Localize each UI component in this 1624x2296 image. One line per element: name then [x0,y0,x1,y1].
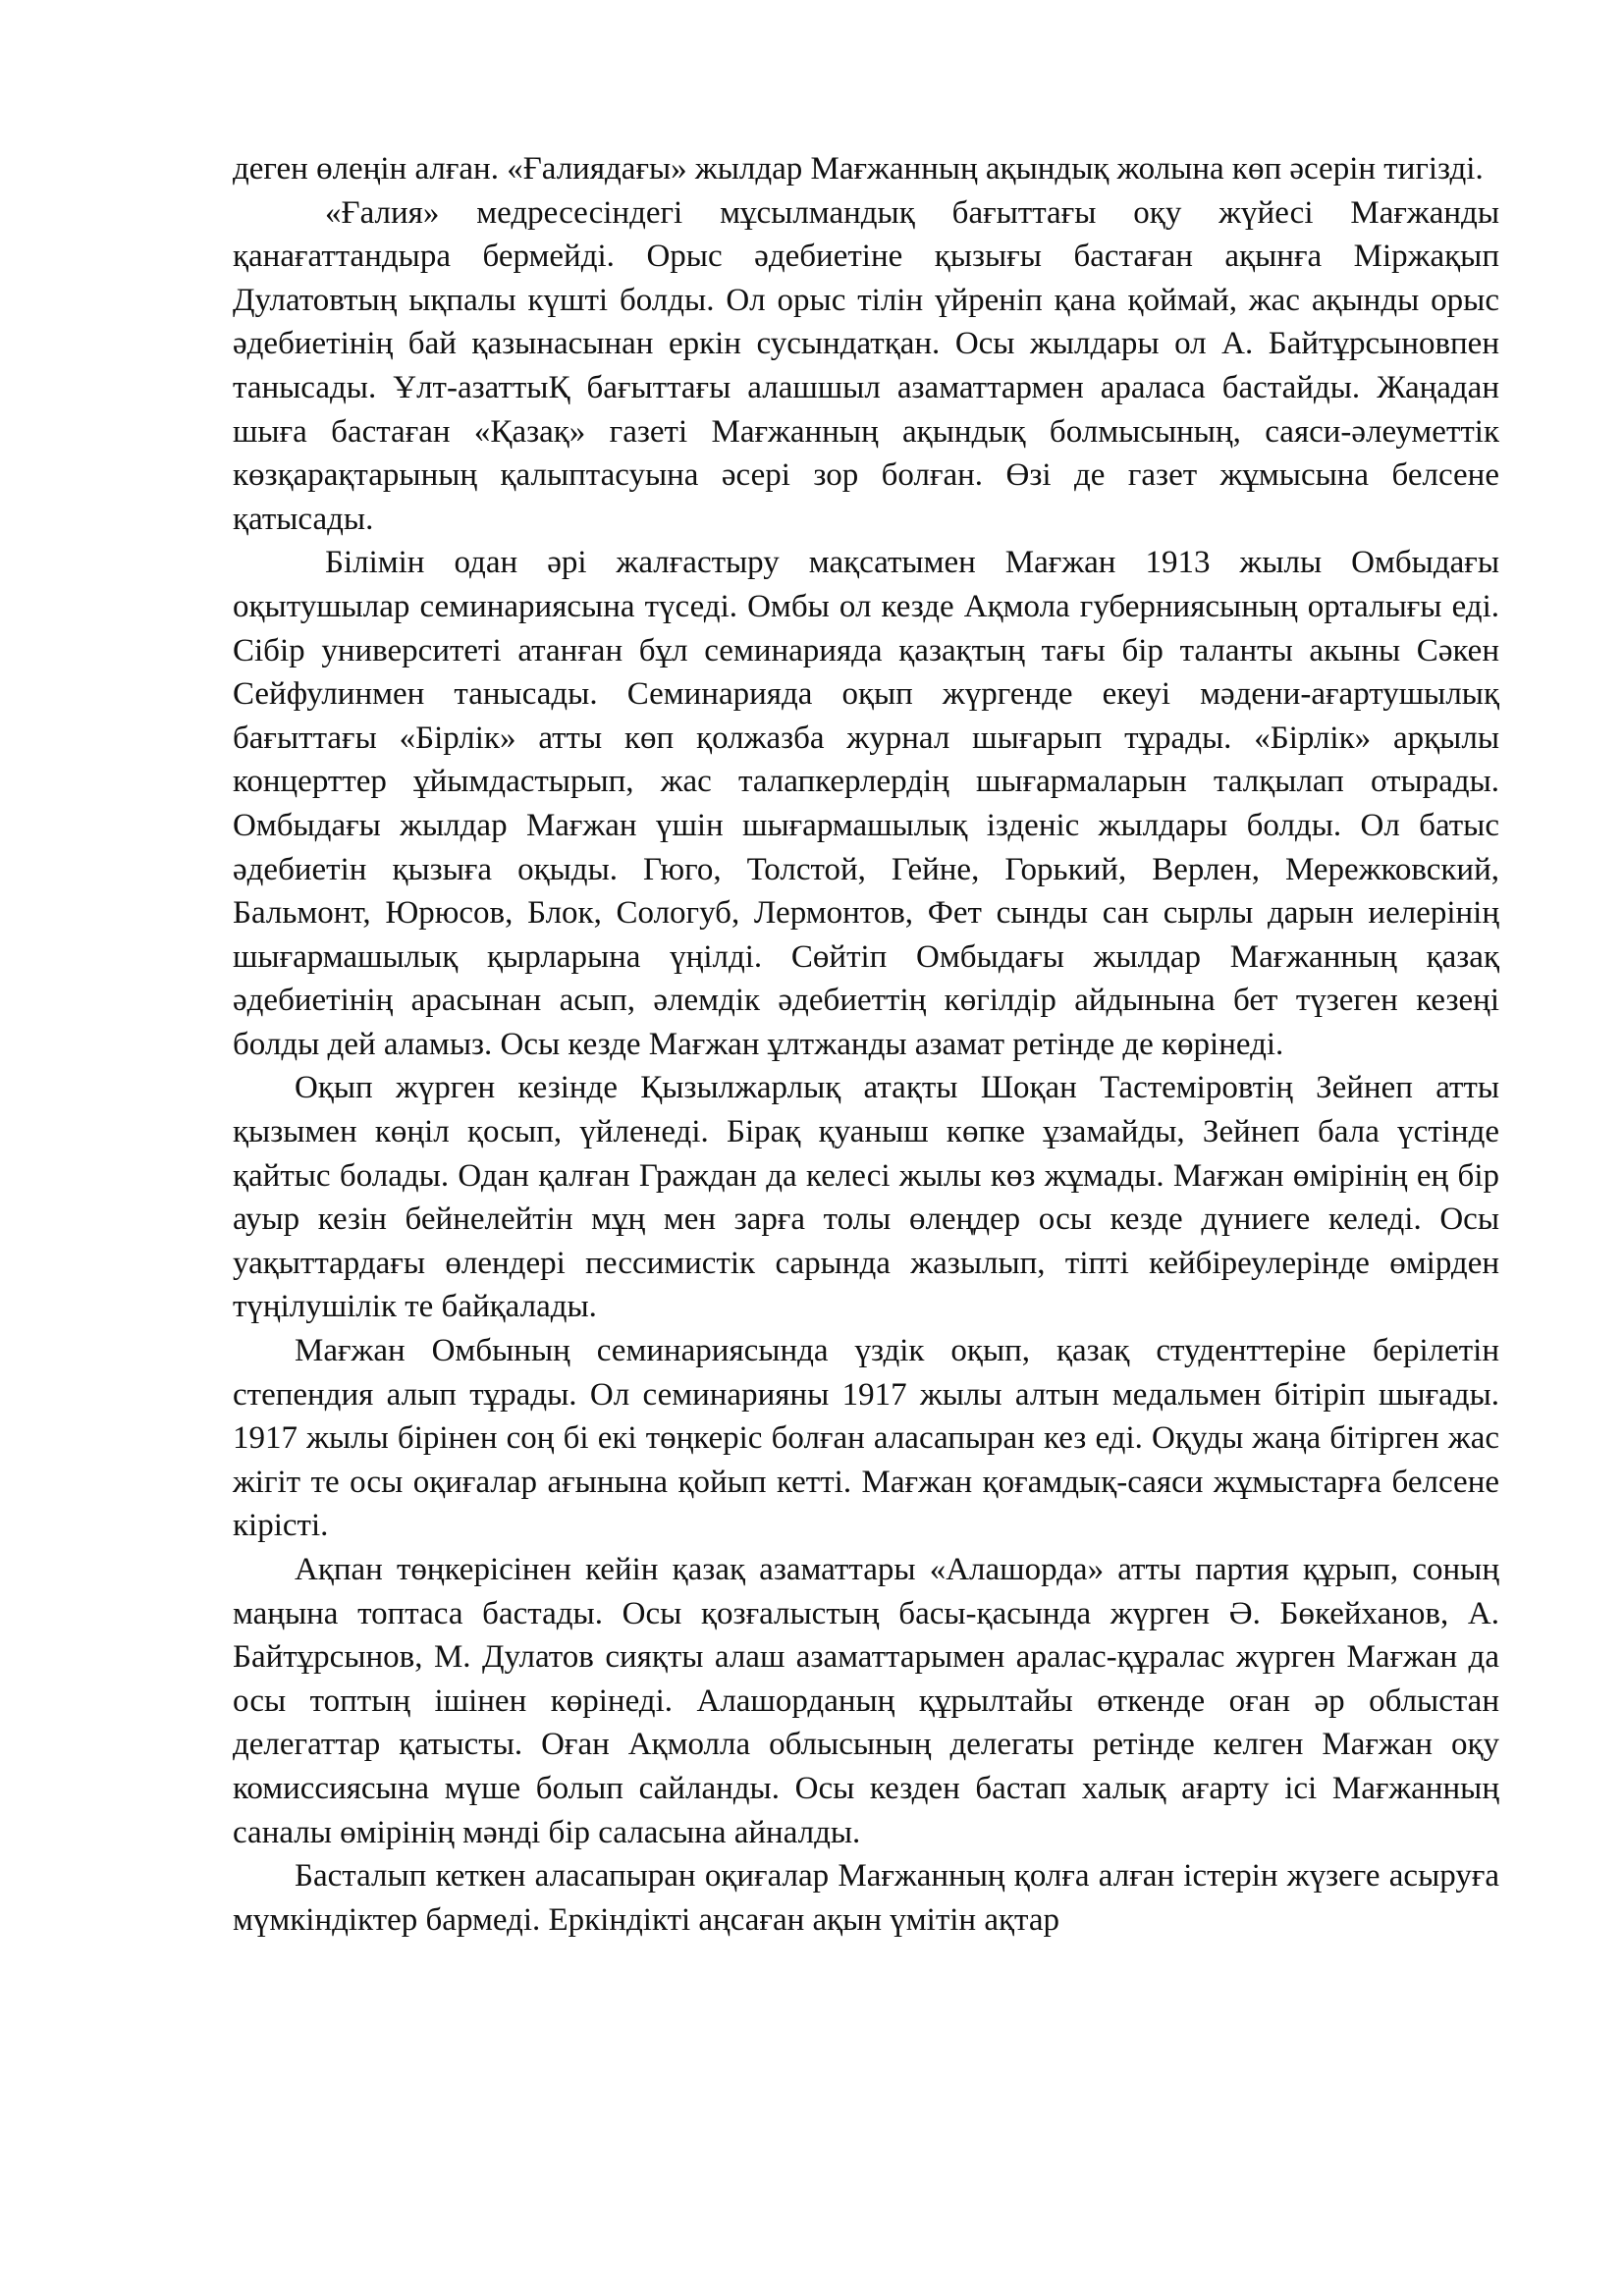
paragraph-2: «Ғалия» медресесіндегі мұсылмандық бағыттағы оқу жүйесі Мағжанды қанағаттандыра бермейді. Орыс әдебиетіне қызығы бастаған ақынға Міржақып Дулатовтың ықпалы күшті болды. Ол орыс тілін үйреніп қана қоймай, жас ақынды орыс әдебиетінің бай қазынасынан еркін сусындатқан. Осы жылдары ол А. Байтұрсыновпен танысады. Ұлт-азаттыҚ бағыттағы алашшыл азаматтармен араласа бастайды. Жаңадан шыға бастаған «Қазақ» газеті Мағжанның ақындық болмысының, саяси-әлеуметтік көзқарақтарының қалыптасуына әсері зор болған. Өзі де газет жұмысына белсене қатысады. [233,194,1499,537]
paragraph-1: деген өлеңін алған. «Ғалиядағы» жылдар Мағжанның ақындық жолына көп әсерін тигізді. [233,151,1484,187]
paragraph-4: Оқып жүрген кезінде Қызылжарлық атақты Шоқан Тастеміровтің Зейнеп атты қызымен көңіл қосып, үйленеді. Бірақ қуаныш көпке ұзамайды, Зейнеп бала үстінде қайтыс болады. Одан қалған Граждан да келесі жылы көз жұмады. Мағжан өмірінің ең бір ауыр кезін бейнелейтін мұң мен зарға толы өлеңдер осы кезде дүниеге келеді. Осы уақыттардағы өлендері пессимистік сарында жазылып, тіпті кейбіреулерінде өмірден түңілушілік те байқалады. [233,1070,1499,1325]
paragraph-7: Басталып кеткен аласапыран оқиғалар Мағжанның қолға алған істерін жүзеге асыруға мүмкіндіктер бармеді. Еркіндікті аңсаған ақын үмітін ақтар [233,1858,1499,1938]
paragraph-5: Мағжан Омбының семинариясында үздік оқып, қазақ студенттеріне берілетін степендия алып тұрады. Ол семинарияны 1917 жылы алтын медальмен бітіріп шығады. 1917 жылы бірінен соң бі екі төңкеріс болған аласапыран кез еді. Оқуды жаңа бітірген жас жігіт те осы оқиғалар ағынына қойып кетті. Мағжан қоғамдық-саяси жұмыстарға белсене кірісті. [233,1333,1499,1544]
paragraph-3: Білімін одан әрі жалғастыру мақсатымен Мағжан 1913 жылы Омбыдағы оқытушылар семинариясына түседі. Омбы ол кезде Ақмола губерниясының орталығы еді. Сібір университеті атанған бұл семинарияда қазақтың тағы бір таланты акыны Сәкен Сейфулинмен танысады. Семинарияда оқып жүргенде екеуі мәдени-ағартушылық бағыттағы «Бірлік» атты көп қолжазба журнал шығарып тұрады. «Бірлік» арқылы концерттер ұйымдастырып, жас талапкерлердің шығармаларын талқылап отырады. Омбыдағы жылдар Мағжан үшін шығармашылық ізденіс жылдары болды. Ол батыс әдебиетін қызыға оқыды. Гюго, Толстой, Гейне, Горький, Верлен, Мережковский, Бальмонт, Юрюсов, Блок, Сологуб, Лермонтов, Фет сынды сан сырлы дарын иелерінің шығармашылық қырларына үңілді. Сөйтіп Омбыдағы жылдар Мағжанның қазақ әдебиетінің арасынан асып, әлемдік әдебиеттің көгілдір айдынына бет түзеген кезеңі болды дей аламыз. Осы кезде Мағжан ұлтжанды азамат ретінде де көрінеді. [233,545,1499,1062]
paragraph-6: Ақпан төңкерісінен кейін қазақ азаматтары «Алашорда» атты партия құрып, соның маңына топтаса бастады. Осы қозғалыстың басы-қасында жүрген Ә. Бөкейханов, А. Байтұрсынов, М. Дулатов сияқты алаш азаматтарымен аралас-құралас жүрген Мағжан да осы топтың ішінен көрінеді. Алашорданың құрылтайы өткенде оған әр облыстан делегаттар қатысты. Оған Ақмолла облысының делегаты ретінде келген Мағжан оқу комиссиясына мүше болып сайланды. Осы кезден бастап халық ағарту ісі Мағжанның саналы өмірінің мәнді бір саласына айналды. [233,1552,1499,1850]
document-page [233,147,1499,1942]
